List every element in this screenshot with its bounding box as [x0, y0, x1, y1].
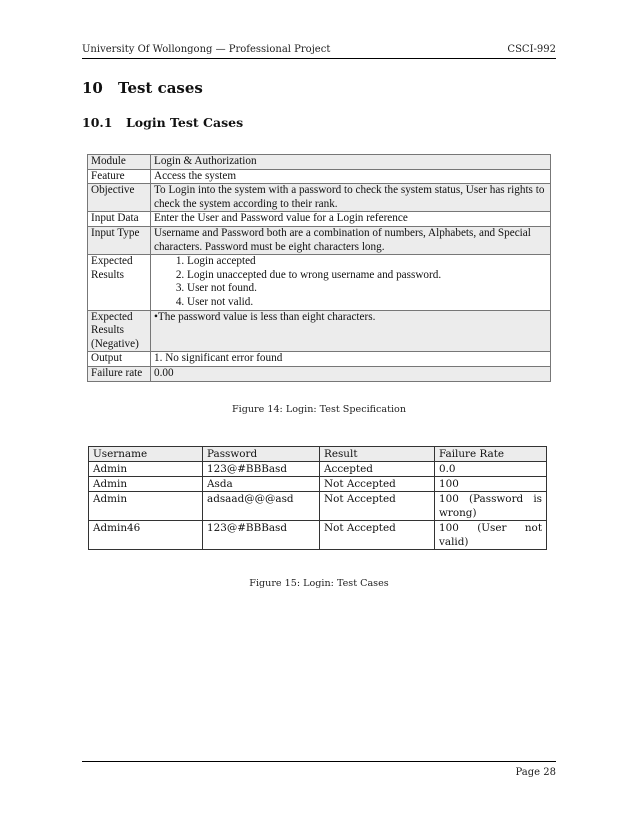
header-rule: [82, 58, 556, 59]
list-item: 3. User not found.: [187, 282, 547, 296]
list-item: 2. Login unaccepted due to wrong username and password.: [187, 269, 547, 283]
table-cell: 0.0: [435, 462, 547, 477]
table-row: [89, 492, 547, 521]
spec-value: [151, 310, 551, 352]
spec-row-failure-rate: [88, 366, 551, 381]
page-number: Page 28: [515, 767, 556, 778]
section-title: Test cases: [118, 79, 203, 97]
table-cell: 123@#BBBasd: [203, 462, 320, 477]
spec-value: Username and Password both are a combination of numbers, Alphabets, and Special characters. Password must be eight characters long.: [151, 226, 551, 254]
subsection-heading: [82, 115, 243, 130]
spec-key: Expected Results (Negative): [88, 310, 151, 352]
spec-key: Input Data: [88, 212, 151, 227]
table-cell: Admin46: [89, 521, 203, 550]
table-cell: 100 (Password is wrong): [435, 492, 547, 521]
section-number: 10: [82, 79, 103, 97]
table-cell: Asda: [203, 477, 320, 492]
spec-value: 1. No significant error found: [151, 352, 551, 367]
spec-value: Access the system: [151, 169, 551, 184]
test-specification-table: [87, 154, 551, 382]
spec-key: Input Type: [88, 226, 151, 254]
spec-row-expected-negative: [88, 310, 551, 352]
test-cases-table: [88, 446, 547, 550]
spec-row-input-type: [88, 226, 551, 254]
spec-value-list: [151, 255, 551, 310]
spec-key: Failure rate: [88, 366, 151, 381]
spec-value: 0.00: [151, 366, 551, 381]
spec-row-output: [88, 352, 551, 367]
table-cell: 123@#BBBasd: [203, 521, 320, 550]
spec-row-expected: [88, 255, 551, 310]
table-row: [89, 521, 547, 550]
figure-caption: Figure 15: Login: Test Cases: [249, 578, 389, 589]
spec-row-input-data: [88, 212, 551, 227]
table-cell: Not Accepted: [320, 521, 435, 550]
spec-row-objective: [88, 184, 551, 212]
list-item: 4. User not valid.: [187, 296, 547, 310]
expected-results-list: [154, 255, 547, 309]
spec-value: Enter the User and Password value for a Login reference: [151, 212, 551, 227]
spec-key: Module: [88, 155, 151, 170]
footer-rule: [82, 761, 556, 762]
table-cell: Admin: [89, 462, 203, 477]
column-header: Password: [203, 447, 320, 462]
subsection-title: Login Test Cases: [126, 115, 244, 130]
table-cell: 100 (User not valid): [435, 521, 547, 550]
table-cell: 100: [435, 477, 547, 492]
table-cell: adsaad@@@asd: [203, 492, 320, 521]
header-university: University Of Wollongong — Professional Project: [82, 44, 331, 55]
spec-key: Feature: [88, 169, 151, 184]
figure-caption: Figure 14: Login: Test Specification: [231, 404, 407, 415]
table-row: [89, 462, 547, 477]
list-item: 1. Login accepted: [187, 255, 547, 269]
table-cell: Not Accepted: [320, 477, 435, 492]
subsection-number: 10.1: [82, 115, 113, 130]
column-header: Username: [89, 447, 203, 462]
table-row: [89, 477, 547, 492]
spec-row-module: [88, 155, 551, 170]
table-cell: Not Accepted: [320, 492, 435, 521]
spec-key: Output: [88, 352, 151, 367]
table-cell: Admin: [89, 477, 203, 492]
spec-value: To Login into the system with a password to check the system status, User has rights to check the system according to their rank.: [151, 184, 551, 212]
section-heading: [82, 79, 203, 97]
table-cell: Accepted: [320, 462, 435, 477]
spec-key: Objective: [88, 184, 151, 212]
table-cell: Admin: [89, 492, 203, 521]
table-header-row: [89, 447, 547, 462]
running-header: [82, 42, 556, 58]
spec-row-feature: [88, 169, 551, 184]
bullet-text: • The password value is less than eight characters.: [154, 311, 375, 323]
column-header: Result: [320, 447, 435, 462]
spec-value: Login & Authorization: [151, 155, 551, 170]
header-course-code: CSCI-992: [507, 44, 556, 55]
spec-key: Expected Results: [88, 255, 151, 310]
column-header: Failure Rate: [435, 447, 547, 462]
